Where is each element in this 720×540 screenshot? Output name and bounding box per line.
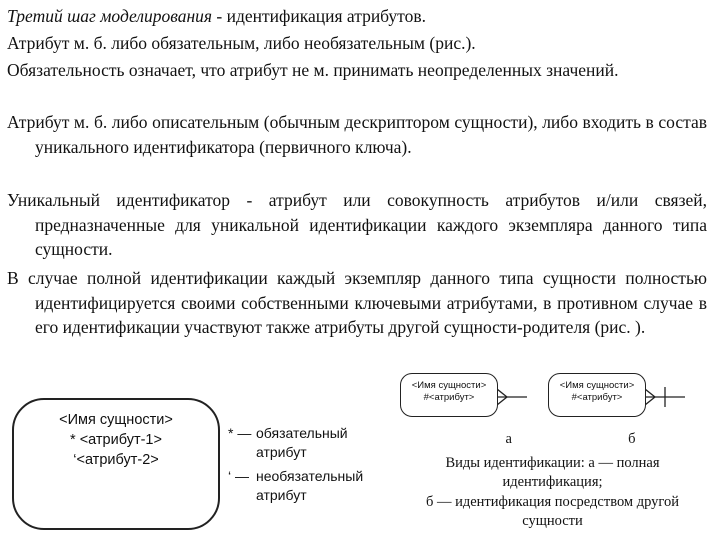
entity-box-large (12, 398, 220, 530)
caption-line-1: Виды идентификации: а — полная (445, 454, 660, 471)
entity-name: <Имя сущности> (59, 412, 173, 428)
label-a: а (505, 431, 512, 447)
entity-b-name: <Имя сущности> (559, 380, 635, 391)
step-three-lead: Третий шаг моделирования (7, 6, 213, 26)
figure-caption (390, 430, 715, 532)
paragraph-step-three (7, 4, 707, 29)
caption-line-3: б — идентификация посредством другой (425, 493, 680, 510)
paragraph-descriptor-or-key: Атрибут м. б. либо описательным (обычным дескриптором сущности), либо входить в состав уникального идентификатора (первичного ключа). (7, 112, 707, 157)
entity-a-name: <Имя сущности> (411, 380, 487, 391)
entity-box-b (548, 373, 646, 417)
legend-item-mandatory (228, 424, 398, 461)
legend-text-mandatory: обязательный атрибут (256, 425, 348, 460)
relationship-line-a (497, 384, 527, 410)
entity-box-a (400, 373, 498, 417)
legend-text-optional: необязательный атрибут (256, 468, 364, 503)
attribute-legend (228, 424, 398, 504)
label-b: б (628, 431, 636, 447)
relationship-line-b (645, 384, 685, 410)
step-three-rest: - идентификация атрибутов. (212, 6, 426, 26)
entity-attribute-1: * <атрибут-1> (70, 432, 162, 448)
entity-b-attribute: #<атрибут> (571, 392, 623, 403)
caption-line-2: идентификация; (502, 474, 603, 490)
paragraph-mandatory-optional: Атрибут м. б. либо обязательным, либо необязательным (рис.). (7, 33, 476, 53)
paragraph-full-identification: В случае полной идентификации каждый экземпляр данного типа сущности полностью идентифицируется своими собственными ключевыми атрибутами, в противном случае в его идентификации участвуют также атрибуты другой сущности-родителя (рис. ). (7, 268, 707, 337)
entity-attribute-2: ‘<атрибут-2> (73, 452, 159, 468)
legend-symbol-optional: ‘ — (228, 468, 249, 484)
legend-symbol-mandatory: * — (228, 425, 252, 441)
paragraph-mandatory-meaning: Обязательность означает, что атрибут не м. принимать неопределенных значений. (7, 60, 619, 80)
legend-item-optional (228, 467, 398, 504)
figure-labels (506, 430, 636, 450)
paragraph-unique-identifier: Уникальный идентификатор - атрибут или совокупность атрибутов и/или связей, предназначенные для уникальной идентификации каждого экземпляра данного типа сущности. (7, 190, 707, 259)
caption-line-4: сущности (522, 513, 583, 529)
entity-a-attribute: #<атрибут> (423, 392, 475, 403)
